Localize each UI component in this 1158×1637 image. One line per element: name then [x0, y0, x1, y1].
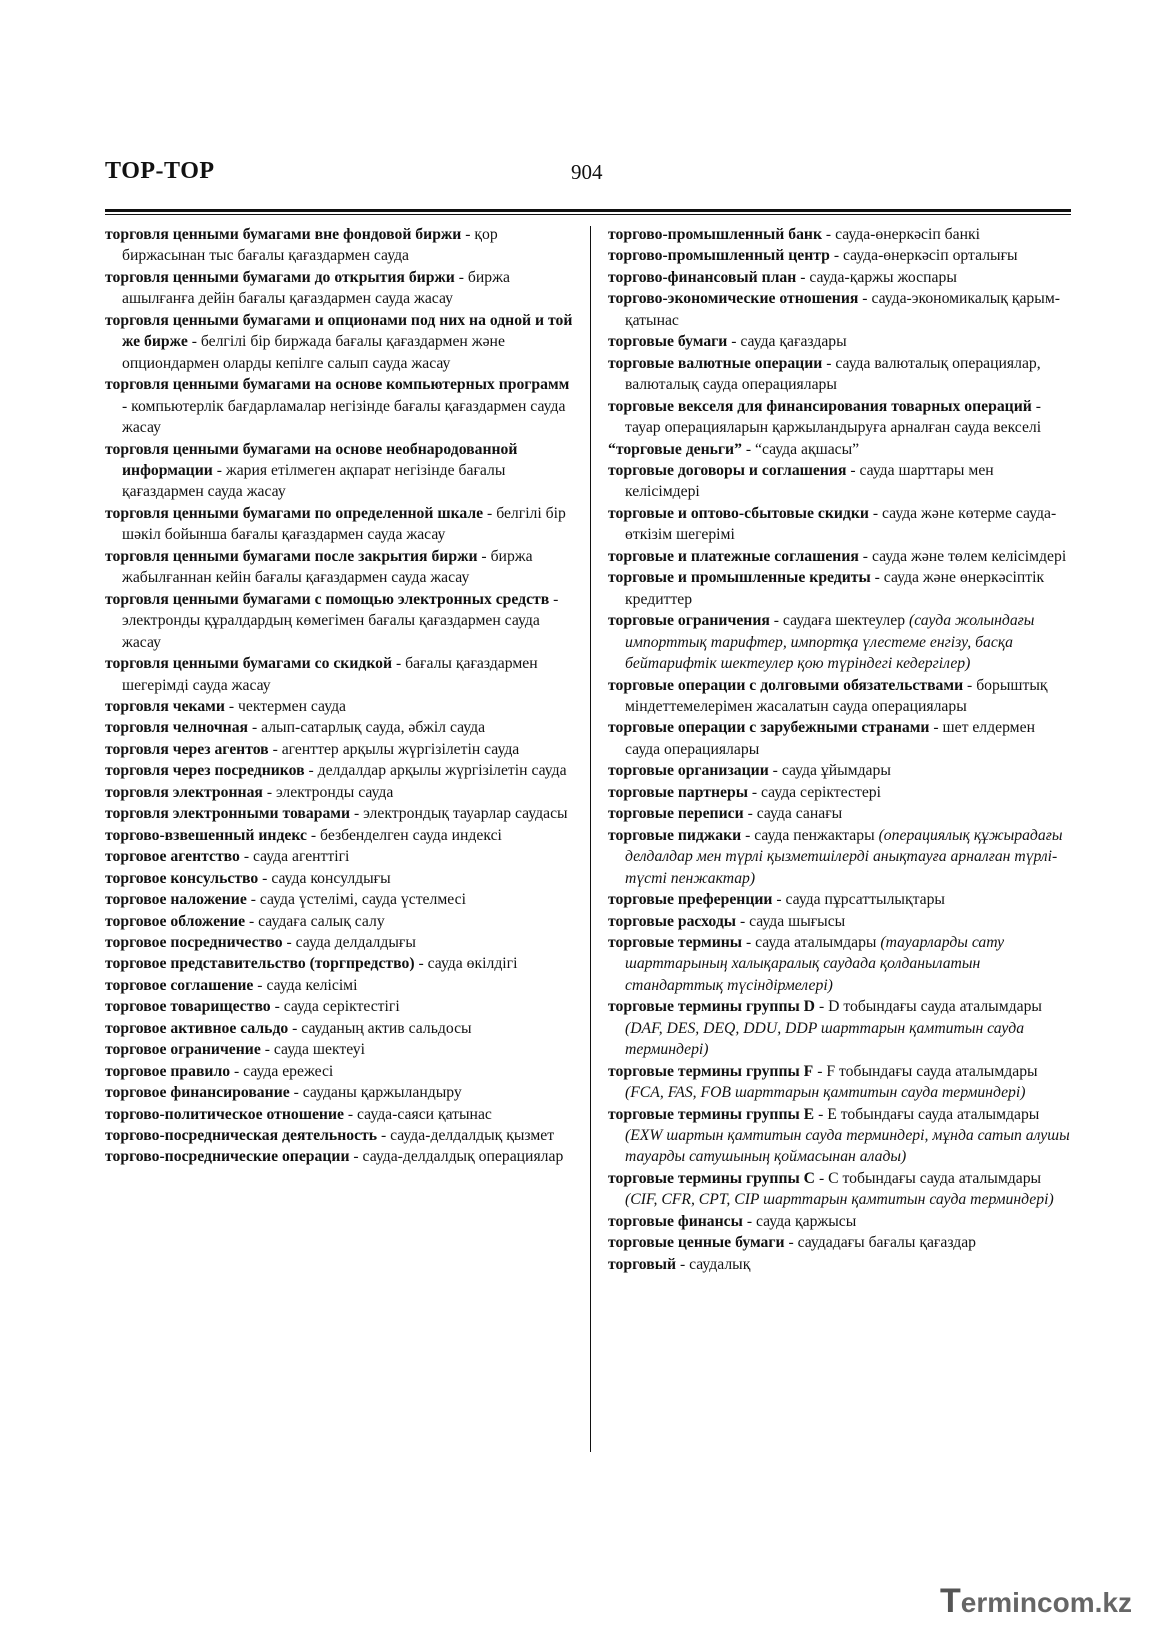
- entry-definition: - С тобындағы сауда аталымдары: [815, 1169, 1042, 1187]
- entry-definition: - сауда және өнеркәсіптік кредиттер: [625, 569, 1045, 608]
- dictionary-entry: [608, 782, 1071, 803]
- entry-term: торговые термины группы С: [608, 1169, 816, 1187]
- entry-definition: - сауда үстелімі, сауда үстелмесі: [246, 891, 466, 909]
- dictionary-entry: [105, 932, 573, 953]
- entry-definition: - сауда шығысы: [736, 912, 846, 930]
- dictionary-entry: [608, 224, 1071, 245]
- right-column: [608, 224, 1071, 1275]
- entry-definition: - бағалы қағаздармен шегерімді сауда жасау: [122, 655, 538, 694]
- dictionary-entry: [608, 610, 1071, 674]
- page-header: [105, 158, 1071, 188]
- entry-term: торговые расходы: [608, 912, 737, 930]
- entry-term: торговые переписи: [608, 805, 744, 823]
- entry-term: торговые операции с зарубежными странами: [608, 719, 930, 737]
- dictionary-entry: [105, 439, 573, 503]
- entry-term: торгово-экономические отношения: [608, 290, 859, 308]
- entry-definition: - сауда серіктестері: [747, 783, 881, 801]
- entry-term: торговое обложение: [105, 912, 246, 930]
- entry-definition: - биржа жабылғаннан кейін бағалы қағаздармен сауда жасау: [122, 547, 533, 587]
- dictionary-entry: [608, 245, 1071, 266]
- dictionary-entry: [105, 546, 573, 589]
- entry-term: торговые термины группы F: [608, 1062, 814, 1080]
- entry-definition: - электрондық тауарлар саудасы: [350, 805, 568, 823]
- entry-term: торговля ценными бумагами вне фондовой биржи: [105, 226, 462, 243]
- entry-definition: - агенттер арқылы жүргізілетін сауда: [268, 740, 520, 758]
- entry-note: (сауда жолындағы импорттық тарифтер, импортқа үлестеме енгізу, басқа бейтарифтік шектеулер қою түріндегі кедергілер): [625, 612, 1035, 673]
- entry-term: торговые финансы: [608, 1212, 743, 1230]
- dictionary-entry: [105, 1018, 573, 1039]
- entry-definition: - сауда-делдалдық қызмет: [377, 1127, 555, 1145]
- entry-term: торговля чеками: [105, 697, 225, 715]
- entry-term: торговые термины: [608, 933, 743, 951]
- entry-term: торговое финансирование: [105, 1084, 290, 1102]
- entry-term: торговое ограничение: [105, 1041, 261, 1059]
- dictionary-entry: [608, 1254, 1071, 1275]
- entry-definition: - қор биржасынан тыс бағалы қағаздармен сауда: [122, 226, 498, 265]
- dictionary-entry: [608, 353, 1071, 396]
- dictionary-entry: [105, 1082, 573, 1103]
- entry-definition: - белгілі бір шәкіл бойынша бағалы қағаздармен сауда жасау: [122, 504, 566, 544]
- header-rule-thick: [105, 209, 1071, 212]
- entry-definition: - сауда ережесі: [230, 1062, 334, 1080]
- entry-definition: - жария етілмеген ақпарат негізінде бағалы қағаздармен сауда жасау: [122, 461, 506, 501]
- entry-definition: - саудалық: [676, 1255, 751, 1273]
- dictionary-entry: [608, 1211, 1071, 1232]
- dictionary-entry: [105, 653, 573, 696]
- dictionary-entry: [608, 717, 1071, 760]
- entry-definition: - сауда ұйымдары: [768, 762, 891, 780]
- dictionary-entry: [105, 696, 573, 717]
- entry-term: торговые термины группы D: [608, 998, 816, 1016]
- dictionary-entry: [105, 911, 573, 932]
- dictionary-entry: [105, 846, 573, 867]
- dictionary-entry: [608, 1168, 1071, 1211]
- dictionary-entry: [105, 868, 573, 889]
- dictionary-entry: [608, 760, 1071, 781]
- entry-term: торговые термины группы Е: [608, 1105, 815, 1123]
- entry-term: торговые бумаги: [608, 333, 728, 351]
- entry-note: (операциялық құжырадағы делдалдар мен түрлі қызметшілерді анықтауға арналған түрлі-түсті пенжактар): [625, 826, 1063, 887]
- entry-term: торгово-посредническая деятельность: [105, 1127, 378, 1145]
- entry-term: торговые и промышленные кредиты: [608, 569, 871, 587]
- entry-definition: - сауда санағы: [743, 805, 843, 823]
- entry-definition: - сауда аталымдары: [742, 933, 881, 951]
- dictionary-entry: [105, 589, 573, 653]
- dictionary-entry: [608, 1104, 1071, 1168]
- dictionary-entry: [608, 396, 1071, 439]
- running-head: ТОР-ТОР: [105, 158, 215, 184]
- dictionary-entry: [105, 803, 573, 824]
- entry-term: торгово-финансовый план: [608, 268, 797, 286]
- entry-term: торгово-посреднические операции: [105, 1148, 350, 1166]
- entry-note: (FCA, FAS, FOB шарттарын қамтитын сауда терминдері): [625, 1084, 1026, 1102]
- dictionary-entry: [105, 739, 573, 760]
- dictionary-entry: [105, 503, 573, 546]
- entry-term: торговля ценными бумагами до открытия биржи: [105, 268, 455, 286]
- dictionary-entry: [608, 331, 1071, 352]
- entry-definition: - сауда-саяси қатынас: [343, 1105, 492, 1123]
- dictionary-entry: [608, 1061, 1071, 1104]
- entry-definition: - сауда келісімі: [253, 976, 358, 994]
- dictionary-entry: [105, 760, 573, 781]
- page-number: 904: [571, 160, 603, 184]
- entry-definition: - сауда пұрсаттылықтары: [772, 891, 945, 909]
- dictionary-entry: [608, 460, 1071, 503]
- dictionary-entry: [608, 439, 1071, 460]
- dictionary-entry: [608, 675, 1071, 718]
- entry-definition: - чектермен сауда: [224, 697, 347, 715]
- left-column: [105, 224, 573, 1168]
- entry-definition: - саудаға шектеулер: [769, 612, 909, 630]
- dictionary-entry: [105, 310, 573, 374]
- entry-definition: - сауда-өнеркәсіп орталығы: [829, 247, 1018, 265]
- entry-term: торговые договоры и соглашения: [608, 461, 847, 479]
- dictionary-entry: [608, 267, 1071, 288]
- entry-definition: - электронды сауда: [262, 783, 394, 801]
- dictionary-entry: [608, 932, 1071, 996]
- entry-term: торговля через агентов: [105, 740, 269, 758]
- dictionary-entry: [105, 782, 573, 803]
- entry-definition: - сауданы қаржыландыру: [289, 1084, 462, 1102]
- entry-term: торговля электронными товарами: [105, 805, 351, 823]
- entry-term: торговое товарищество: [105, 998, 271, 1016]
- entry-definition: - саудадағы бағалы қағаздар: [784, 1234, 977, 1252]
- dictionary-entry: [105, 996, 573, 1017]
- entry-definition: - сауда және көтерме сауда-өткізім шегерімі: [625, 504, 1057, 544]
- entry-term: торговые и оптово-сбытовые скидки: [608, 504, 869, 522]
- logo-text: erminc: [960, 1587, 1053, 1618]
- entry-definition: - тауар операцияларын қаржыландыруға арналған сауда векселі: [625, 397, 1042, 437]
- entry-term: торгово-политическое отношение: [105, 1105, 344, 1123]
- entry-definition: - сауда-өнеркәсіп банкі: [822, 226, 980, 243]
- column-divider: [590, 226, 591, 1452]
- header-rule-thin: [105, 214, 1071, 215]
- entry-definition: - F тобындағы сауда аталымдары: [813, 1062, 1038, 1080]
- dictionary-entry: [608, 288, 1071, 331]
- dictionary-entry: [105, 825, 573, 846]
- entry-term: торговые преференции: [608, 891, 773, 909]
- dictionary-entry: [105, 1125, 573, 1146]
- entry-definition: - сауда валюталық операциялар, валюталық сауда операциялары: [625, 354, 1041, 394]
- entry-definition: - D тобындағы сауда аталымдары: [815, 998, 1042, 1016]
- entry-definition: - алып-сатарлық сауда, әбжіл сауда: [248, 719, 486, 737]
- entry-term: торгово-промышленный банк: [608, 226, 822, 243]
- dictionary-entry: [105, 717, 573, 738]
- dictionary-entry: [608, 889, 1071, 910]
- entry-term: торговые векселя для финансирования товарных операций: [608, 397, 1032, 415]
- dictionary-entry: [105, 374, 573, 438]
- entry-term: торговля ценными бумагами на основе компьютерных программ: [105, 376, 570, 394]
- dictionary-entry: [105, 267, 573, 310]
- entry-definition: - “сауда ақшасы”: [741, 440, 860, 458]
- entry-definition: - электронды құралдардың көмегімен бағалы қағаздармен сауда жасау: [122, 590, 559, 651]
- entry-term: торговое агентство: [105, 848, 240, 866]
- dictionary-entry: [608, 567, 1071, 610]
- entry-definition: - сауда шарттары мен келісімдері: [625, 461, 994, 501]
- entry-term: торговое консульство: [105, 869, 259, 887]
- dictionary-entry: [105, 975, 573, 996]
- logo-letter: T: [940, 1582, 961, 1620]
- entry-definition: - сауда және төлем келісімдері: [858, 547, 1067, 565]
- dictionary-entry: [608, 996, 1071, 1060]
- entry-term: торговые операции с долговыми обязательствами: [608, 676, 964, 694]
- entry-definition: - сауда серіктестігі: [270, 998, 400, 1016]
- entry-definition: - Е тобындағы сауда аталымдары: [814, 1105, 1040, 1123]
- entry-term: торговое представительство (торгпредство): [105, 955, 415, 973]
- entry-definition: - белгілі бір биржада бағалы қағаздармен және опциондармен оларды кепілге салып сауда жасау: [122, 333, 505, 372]
- entry-definition: - биржа ашылғанға дейін бағалы қағаздармен сауда жасау: [122, 268, 510, 308]
- entry-term: торгово-взвешенный индекс: [105, 826, 307, 844]
- entry-note: (DAF, DES, DEQ, DDU, DDP шарттарын қамтитын сауда терминдері): [625, 1019, 1025, 1059]
- entry-term: торговля ценными бумагами и опционами под них на одной и той же бирже: [105, 311, 573, 351]
- entry-term: торговый: [608, 1255, 677, 1273]
- entry-definition: - сауда-делдалдық операциялар: [349, 1148, 564, 1166]
- entry-definition: - шет елдермен сауда операциялары: [625, 719, 1035, 758]
- entry-note: (CIF, CFR, CPT, CIP шарттарын қамтитын сауда терминдері): [625, 1191, 1054, 1209]
- dictionary-entry: [105, 889, 573, 910]
- entry-definition: - сауда агенттігі: [239, 848, 350, 866]
- dictionary-entry: [608, 1232, 1071, 1253]
- dictionary-entry: [105, 1146, 573, 1167]
- entry-definition: - сауда-экономикалық қарым-қатынас: [625, 290, 1060, 329]
- entry-definition: - сауда қағаздары: [727, 333, 847, 351]
- dictionary-entry: [608, 503, 1071, 546]
- entry-term: торговое посредничество: [105, 933, 283, 951]
- terminkom-logo: [940, 1582, 1145, 1624]
- entry-term: торговые пиджаки: [608, 826, 742, 844]
- entry-definition: - сауданың актив сальдосы: [288, 1019, 472, 1037]
- entry-term: торговое наложение: [105, 891, 247, 909]
- dictionary-entry: [105, 224, 573, 267]
- dictionary-entry: [105, 1061, 573, 1082]
- entry-definition: - делдалдар арқылы жүргізілетін сауда: [304, 762, 567, 780]
- dictionary-entry: [105, 1039, 573, 1060]
- entry-term: торговое правило: [105, 1062, 231, 1080]
- entry-term: торговые организации: [608, 762, 769, 780]
- entry-term: торговля через посредников: [105, 762, 305, 780]
- entry-term: торговля ценными бумагами на основе необнародованной информации: [105, 440, 518, 479]
- entry-definition: - сауда қаржысы: [742, 1212, 857, 1230]
- entry-term: торговля ценными бумагами с помощью электронных средств: [105, 590, 550, 608]
- entry-definition: - борыштық міндеттемелерімен жасалатын сауда операциялары: [625, 676, 1048, 715]
- entry-term: торговое соглашение: [105, 976, 254, 994]
- entry-definition: - сауда шектеуі: [260, 1041, 366, 1059]
- dictionary-entry: [608, 911, 1071, 932]
- entry-term: торговля ценными бумагами со скидкой: [105, 655, 393, 673]
- entry-definition: - сауда консулдығы: [258, 869, 391, 887]
- entry-definition: - сауда пенжактары: [741, 826, 879, 844]
- dictionary-entry: [105, 953, 573, 974]
- entry-term: торговые партнеры: [608, 783, 748, 801]
- dictionary-entry: [608, 803, 1071, 824]
- entry-term: торговые валютные операции: [608, 354, 823, 372]
- entry-term: торговые ограничения: [608, 612, 770, 630]
- entry-definition: - компьютерлік бағдарламалар негізінде бағалы қағаздармен сауда жасау: [122, 397, 566, 437]
- entry-term: торговля челночная: [105, 719, 249, 737]
- entry-definition: - безбенделген сауда индексі: [306, 826, 502, 844]
- entry-term: торговля ценными бумагами по определенной шкале: [105, 504, 484, 522]
- entry-definition: - саудаға салық салу: [245, 912, 385, 930]
- logo-domain: m.kz: [1069, 1587, 1132, 1618]
- entry-definition: - сауда делдалдығы: [282, 933, 416, 951]
- entry-term: торговля электронная: [105, 783, 263, 801]
- entry-term: торговое активное сальдо: [105, 1019, 289, 1037]
- dictionary-entry: [608, 546, 1071, 567]
- logo-circle: o: [1052, 1587, 1070, 1618]
- entry-term: торгово-промышленный центр: [608, 247, 830, 265]
- entry-term: торговые и платежные соглашения: [608, 547, 859, 565]
- entry-term: торговые ценные бумаги: [608, 1234, 785, 1252]
- entry-note: (тауарларды сату шарттарының халықаралық саудада қолданылатын стандарттық түсіндірмелері): [625, 933, 1005, 994]
- entry-note: (EXW шартын қамтитын сауда терминдері, мұнда сатып алушы тауарды сатушының қоймасынан алады): [625, 1127, 1070, 1166]
- entry-term: торговля ценными бумагами после закрытия биржи: [105, 547, 478, 565]
- dictionary-entry: [608, 825, 1071, 889]
- entry-definition: - сауда өкілдігі: [414, 955, 518, 973]
- entry-definition: - сауда-қаржы жоспары: [796, 268, 957, 286]
- dictionary-entry: [105, 1104, 573, 1125]
- entry-term: “торговые деньги”: [608, 440, 742, 458]
